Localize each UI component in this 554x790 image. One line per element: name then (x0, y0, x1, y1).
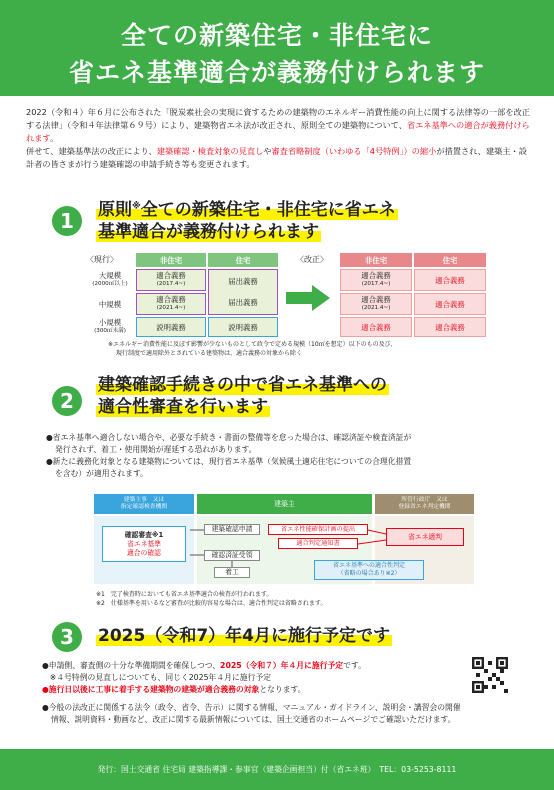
section-2-bullet-1b: 発行されず、着工・使用開始が遅延する恐れがあります。 (55, 445, 257, 454)
section-1-title-2: 基準適合が義務付けられます (98, 221, 319, 242)
flow-plan: 省エネ性能確保計画の提出 (268, 524, 368, 535)
section-1-note (108, 340, 508, 358)
section-2-note-line1: ※1 完了検査時においても省エネ基準適合の検査が行われます。 (96, 591, 273, 598)
row-medium-label: 中規模 (98, 299, 122, 309)
header-banner (0, 0, 554, 96)
section-3-title (96, 625, 516, 647)
flow-col-authority: 所管行政庁 又は 登録省エネ判定機関 (375, 494, 474, 514)
flow-judge: 省エネ適判 (386, 528, 464, 546)
row-small-sub: (300㎡未満) (94, 328, 126, 334)
flow-start: 着工 (214, 567, 250, 578)
cur-res-large-medium (208, 269, 278, 315)
revised-col-nonres: 非住宅 (340, 253, 412, 267)
section-2-note-line2: ※2 仕様基準を用いるなど審査が比較的容易な場合は、適合性判定は省略されます。 (96, 600, 327, 607)
intro-p2-emphasis-2: 審査省略制度（いわゆる「4号特例」）の縮小 (271, 146, 437, 156)
flow-arrows (94, 494, 474, 584)
new-res-medium: 適合義務 (414, 293, 486, 315)
section-3-bullets-bottom (42, 702, 522, 726)
cur-nonres-large-sub: (2017.4~) (156, 281, 186, 287)
cur-nonres-medium-sub: (2021.4~) (156, 305, 186, 311)
page-title-line1: 全ての新築住宅・非住宅に (120, 21, 433, 50)
intro-text (26, 106, 532, 171)
section-2-title-1: 建築確認手続きの中で省エネ基準への (98, 375, 387, 395)
revised-col-res: 住宅 (414, 253, 486, 267)
new-res-small: 適合義務 (414, 317, 486, 337)
section-1-title-b: 全ての新築住宅・非住宅に省エネ (140, 199, 396, 220)
intro-p2-mid: や (263, 146, 272, 156)
cur-res-small: 説明義務 (208, 317, 278, 337)
new-nonres-large-sub: (2017.4~) (361, 281, 391, 287)
section-3-bullets-top (42, 660, 452, 696)
new-nonres-large-text: 適合義務 (361, 271, 391, 280)
section-1-title-sup: ※ (132, 201, 141, 211)
section-1-number: 1 (52, 206, 82, 236)
section-3-bullet-3-red: ●施行日以後に工事に着手する建築物の建築が適合義務の対象 (42, 685, 260, 694)
current-label: 〈現行〉 (86, 255, 118, 264)
row-large-label: 大規模 (98, 271, 122, 280)
footer-contact: 発行：国土交通省 住宅局 建築指導課・参事官（建築企画担当）付（省エネ班） TEL：03-5253-8111 (97, 765, 457, 774)
section-2-bullets (46, 432, 526, 480)
intro-p2-emphasis-1: 建築確認・検査対象の見直し (156, 146, 264, 156)
section-2-title (96, 374, 516, 418)
intro-p1-text: 2022（令和４）年６月に公布された「脱炭素社会の実現に資するための建築物のエネルギー消費性能の向上に関する法律等の一部を改正する法律」（令和４年法律第６９号）により、建築物省エネ法が改正され、原則全ての建築物について、 (26, 107, 530, 130)
flow-light: 省エネ基準への適合性判定 （省略の場合あり※2） (314, 560, 424, 580)
section-2-note (96, 590, 516, 608)
current-col-nonres: 非住宅 (136, 253, 206, 267)
intro-paragraph-2 (26, 145, 532, 171)
section-3-title-text: 2025（令和7）年4月に施行予定です (98, 626, 390, 646)
flow-apply: 建築確認申請 (204, 524, 260, 535)
row-large (86, 269, 134, 291)
section-3-bullet-4b: 情報、説明資料・動画など、改正に関する最新情報については、国土交通省のホームページでご確認いただけます。 (51, 715, 456, 724)
cur-nonres-medium (136, 293, 206, 315)
new-res-large: 適合義務 (414, 269, 486, 291)
intro-p2-text: 併せて、建築基準法の改正により、 (26, 146, 157, 156)
cur-res-medium-text: 届出義務 (228, 298, 258, 307)
arrow-right-icon (286, 285, 330, 311)
new-nonres-medium-sub: (2021.4~) (361, 305, 391, 311)
row-large-sub: (2000㎡以上) (92, 281, 128, 287)
intro-p1-emphasis: 省エネ基準への適合が義務付けられます (26, 120, 530, 143)
row-medium (86, 293, 134, 315)
page-title-line2: 省エネ基準適合が義務付けられます (68, 58, 485, 87)
section-1-title-a: 原則 (98, 199, 132, 220)
section-1-note-line2: 現行制度で適用除外とされている建築物は、適合義務の対象から除く (116, 350, 303, 357)
cur-res-large-text: 届出義務 (228, 277, 258, 286)
section-2-bullet-2b: を含む）が適用されます。 (55, 469, 148, 478)
intro-p1-end: 。 (49, 133, 59, 143)
new-nonres-medium-text: 適合義務 (361, 295, 391, 304)
section-1-note-line1: ※エネルギー消費性能に及ぼす影響が少ないものとして政令で定める規模（10㎡を想定）以下のもの及び、 (108, 341, 397, 348)
section-3-number: 3 (52, 622, 82, 652)
section-2-title-2: 適合性審査を行います (98, 397, 268, 417)
new-nonres-large (340, 269, 412, 291)
section-3-bullet-3b: となります。 (259, 685, 306, 694)
new-nonres-small: 適合義務 (340, 317, 412, 337)
section-3-bullet-4a: ●今般の法改正に関係する法令（政令、省令、告示）に関する情報、マニュアル・ガイドライン、説明会・講習会の開催 (42, 703, 461, 712)
current-table (86, 253, 282, 337)
cur-nonres-medium-text: 適合義務 (156, 295, 186, 304)
footer (0, 749, 554, 790)
new-nonres-medium (340, 293, 412, 315)
revised-table (340, 253, 490, 337)
flow-permit: 確認済証受領 (204, 550, 260, 561)
section-3-bullet-1-red: 2025（令和７）年４月に施行予定 (220, 661, 344, 670)
cur-nonres-large (136, 269, 206, 291)
flow-notice: 適合判定通知書 (278, 538, 358, 549)
qr-code-icon[interactable] (472, 657, 508, 693)
intro-paragraph-1 (26, 106, 532, 145)
row-small-label: 小規模 (98, 318, 122, 327)
current-col-res: 住宅 (208, 253, 278, 267)
flow-review-red1: 省エネ基準 (127, 539, 161, 548)
flow-col-reviewer: 建築主事 又は 指定確認検査機関 (94, 494, 194, 514)
section-2-bullet-1a: ●省エネ基準へ適合しない場合や、必要な手続き・書面の整備等を怠った場合は、確認済証や検査済証が (46, 433, 412, 442)
section-3-bullet-1b: です。 (343, 661, 366, 670)
section-2-number: 2 (52, 386, 82, 416)
cur-nonres-small: 説明義務 (136, 317, 206, 337)
flow-review-label: 確認審査※1 (124, 530, 164, 539)
section-3-bullet-1a: ●申請側、審査側の十分な準備期間を確保しつつ、 (42, 661, 221, 670)
row-small (86, 317, 134, 337)
intro-p2-end: が措置され、建築主・設計者の皆さまが行う建築確認の申請手続き等も変更されます。 (26, 146, 527, 169)
flow-review-red2: 適合の確認 (127, 548, 161, 557)
cur-nonres-large-text: 適合義務 (156, 271, 186, 280)
section-3-bullet-2: ※４号特例の見直しについても、同じく2025年４月に施行予定 (42, 673, 271, 682)
revised-label: 〈改正〉 (296, 255, 328, 264)
section-1-title (96, 195, 516, 243)
flow-col-owner: 建築主 (197, 494, 372, 514)
flow-diagram (94, 494, 474, 584)
section-2-bullet-2a: ●新たに義務化対象となる建築物については、現行省エネ基準（気候風土適応住宅についての合理化措置 (46, 457, 412, 466)
